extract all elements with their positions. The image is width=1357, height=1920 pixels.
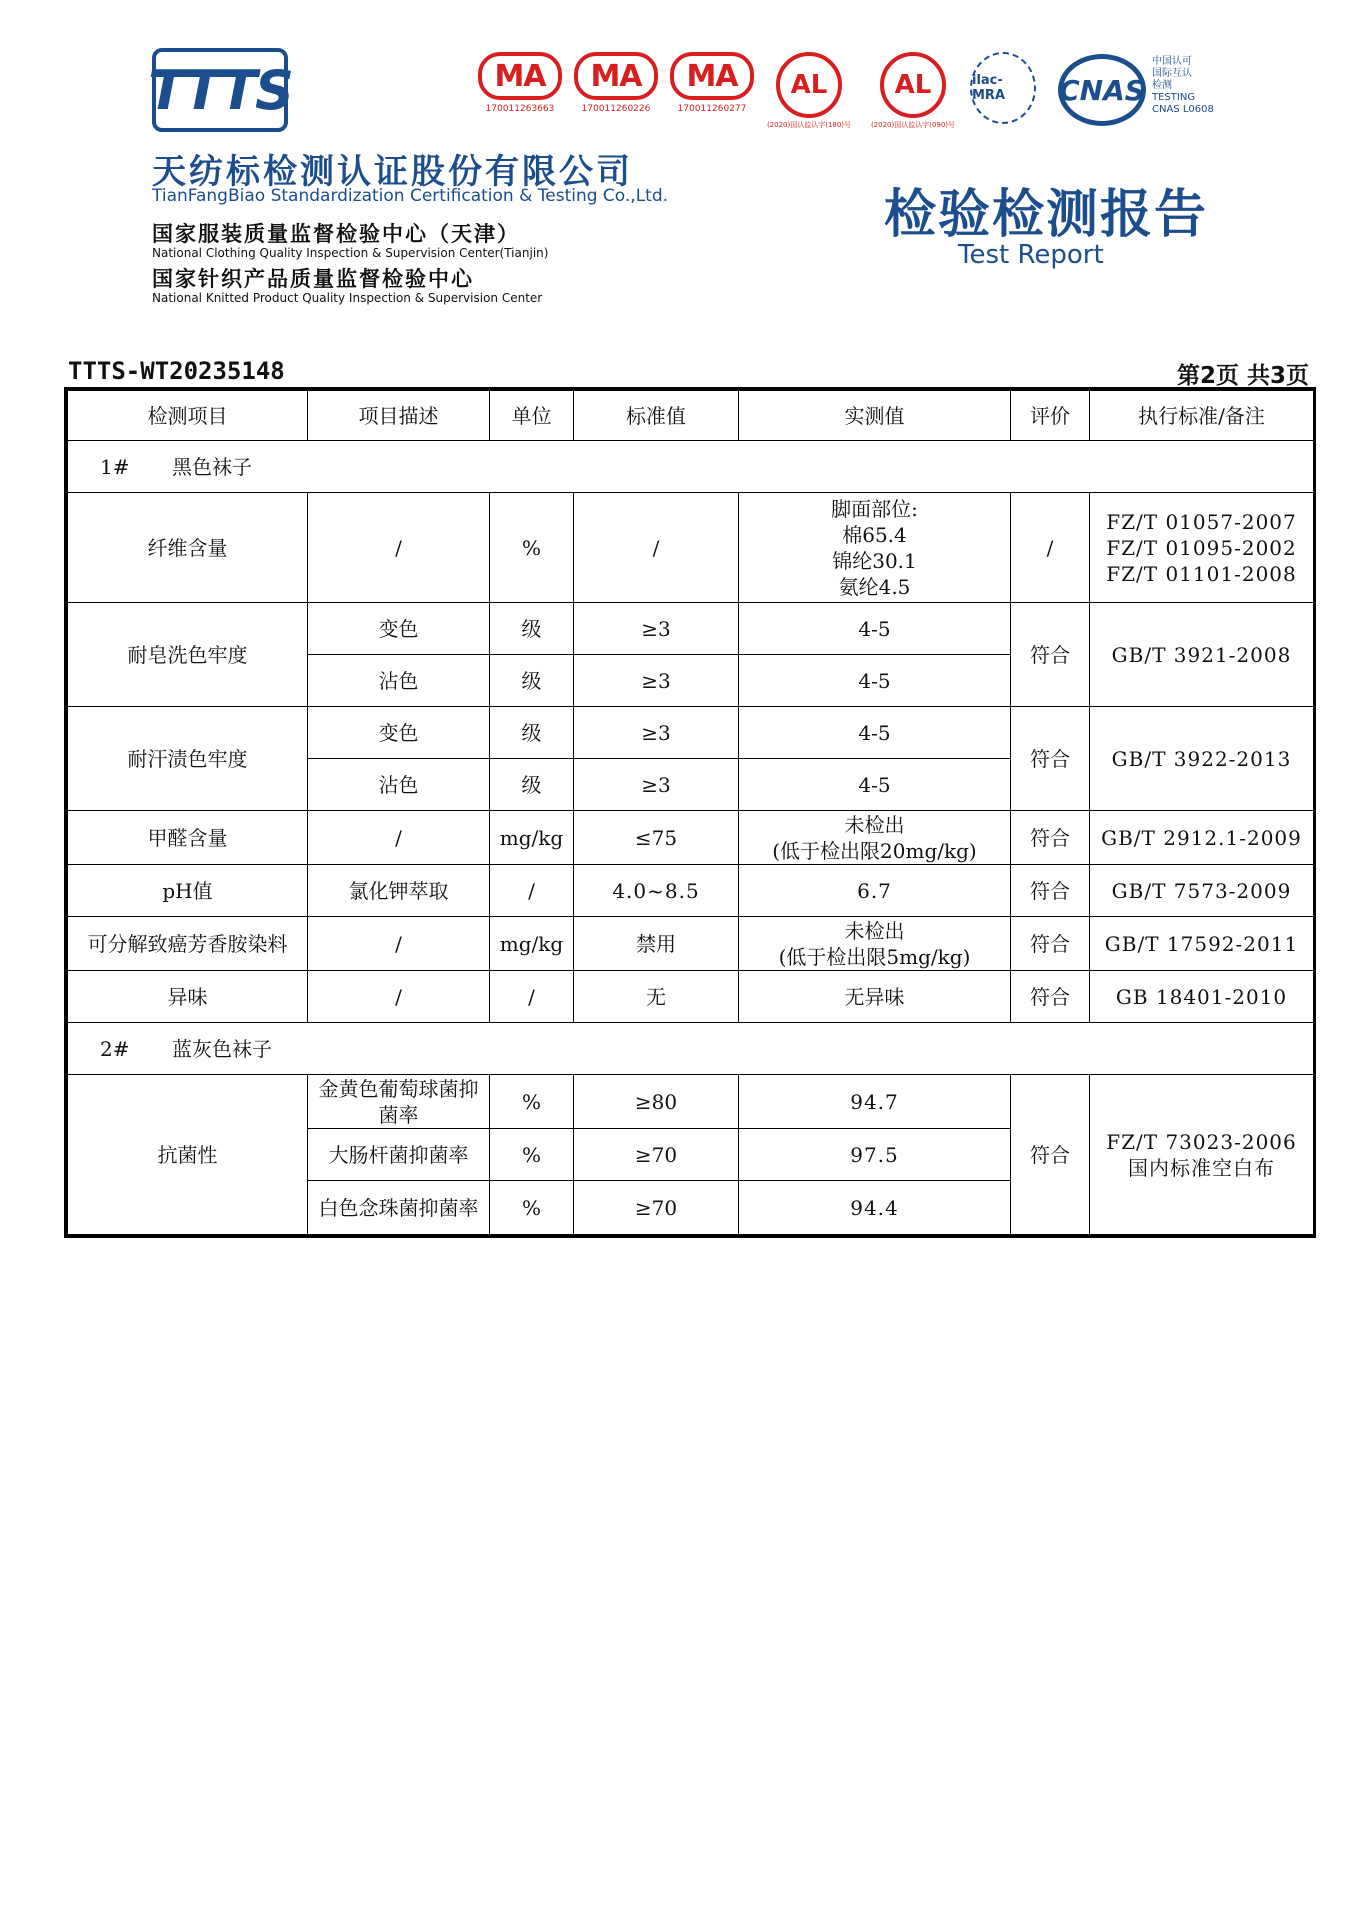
sample-number: 1# xyxy=(100,454,130,479)
sample-name: 蓝灰色袜子 xyxy=(172,1036,272,1061)
table-row: 抗菌性 金黄色葡萄球菌抑菌率 % ≥80 94.7 符合 FZ/T 73023-2006 国内标准空白布 xyxy=(68,1075,1314,1129)
sample-number: 2# xyxy=(100,1036,130,1061)
clothing-center-cn: 国家服装质量监督检验中心（天津） xyxy=(152,222,520,246)
ttts-logo: TTTS xyxy=(152,48,288,132)
company-name-cn: 天纺标检测认证股份有限公司 xyxy=(152,152,633,192)
table-row: pH值 氯化钾萃取 / 4.0~8.5 6.7 符合 GB/T 7573-2009 xyxy=(68,865,1314,917)
measured-value: 脚面部位: 棉65.4 锦纶30.1 氨纶4.5 xyxy=(739,493,1011,603)
header-cell: 实测值 xyxy=(739,391,1011,441)
knitted-center-en: National Knitted Product Quality Inspection & Supervision Center xyxy=(152,291,543,305)
header-cell: 执行标准/备注 xyxy=(1090,391,1314,441)
page-indicator: 第2页 共3页 xyxy=(1176,363,1309,389)
table-header-row xyxy=(68,391,1314,441)
table-row: 异味 / / 无 无异味 符合 GB 18401-2010 xyxy=(68,971,1314,1023)
ilac-mra-mark: ilac-MRA xyxy=(970,52,1036,124)
table-row: 可分解致癌芳香胺染料 / mg/kg 禁用 未检出 (低于检出限5mg/kg) 符合 GB/T 17592-2011 xyxy=(68,917,1314,971)
cal-mark-1: AL (2020)国认监认字(180)号 xyxy=(764,52,854,130)
table-row: 沾色 级 ≥3 4-5 xyxy=(68,759,1314,811)
cnas-mark: CNAS xyxy=(1058,54,1146,126)
section-row xyxy=(68,441,1314,493)
cma-mark-2: MA 170011260226 xyxy=(574,52,658,114)
header-cell: 标准值 xyxy=(574,391,739,441)
section-row xyxy=(68,1023,1314,1075)
cal-mark-2: AL (2020)国认监认字(090)号 xyxy=(868,52,958,130)
header-cell: 单位 xyxy=(490,391,574,441)
company-name-en: TianFangBiao Standardization Certification & Testing Co.,Ltd. xyxy=(152,186,669,206)
table-row: 大肠杆菌抑菌率 % ≥70 97.5 xyxy=(68,1129,1314,1181)
standard-cell: FZ/T 01057-2007 FZ/T 01095-2002 FZ/T 01101-2008 xyxy=(1090,493,1314,603)
table-row: 耐皂洗色牢度 变色 级 ≥3 4-5 符合 GB/T 3921-2008 xyxy=(68,603,1314,655)
cma-mark-1: MA 170011263663 xyxy=(478,52,562,114)
header-cell: 项目描述 xyxy=(308,391,490,441)
table-row: 白色念珠菌抑菌率 % ≥70 94.4 xyxy=(68,1181,1314,1235)
table-row: 耐汗渍色牢度 变色 级 ≥3 4-5 符合 GB/T 3922-2013 xyxy=(68,707,1314,759)
results-table xyxy=(64,387,1316,1238)
table-row: 沾色 级 ≥3 4-5 xyxy=(68,655,1314,707)
knitted-center-cn: 国家针织产品质量监督检验中心 xyxy=(152,267,474,291)
header-cell: 评价 xyxy=(1011,391,1090,441)
cma-mark-3: MA 170011260277 xyxy=(670,52,754,114)
report-title-en: Test Report xyxy=(958,240,1104,270)
table-row: 纤维含量 / % / 脚面部位: 棉65.4 锦纶30.1 氨纶4.5 / FZ/T 01057-2007 FZ/T 01095-2002 FZ/T 01101-2008 xyxy=(68,493,1314,603)
report-title-cn: 检验检测报告 xyxy=(884,185,1209,245)
sample-name: 黑色袜子 xyxy=(172,454,252,479)
table-row: 甲醛含量 / mg/kg ≤75 未检出 (低于检出限20mg/kg) 符合 GB/T 2912.1-2009 xyxy=(68,811,1314,865)
header-cell: 检测项目 xyxy=(68,391,308,441)
clothing-center-en: National Clothing Quality Inspection & Supervision Center(Tianjin) xyxy=(152,246,549,260)
cnas-caption: 中国认可 国际互认 检测 TESTING CNAS L0608 xyxy=(1152,56,1214,115)
report-number: TTTS-WT20235148 xyxy=(68,357,285,385)
